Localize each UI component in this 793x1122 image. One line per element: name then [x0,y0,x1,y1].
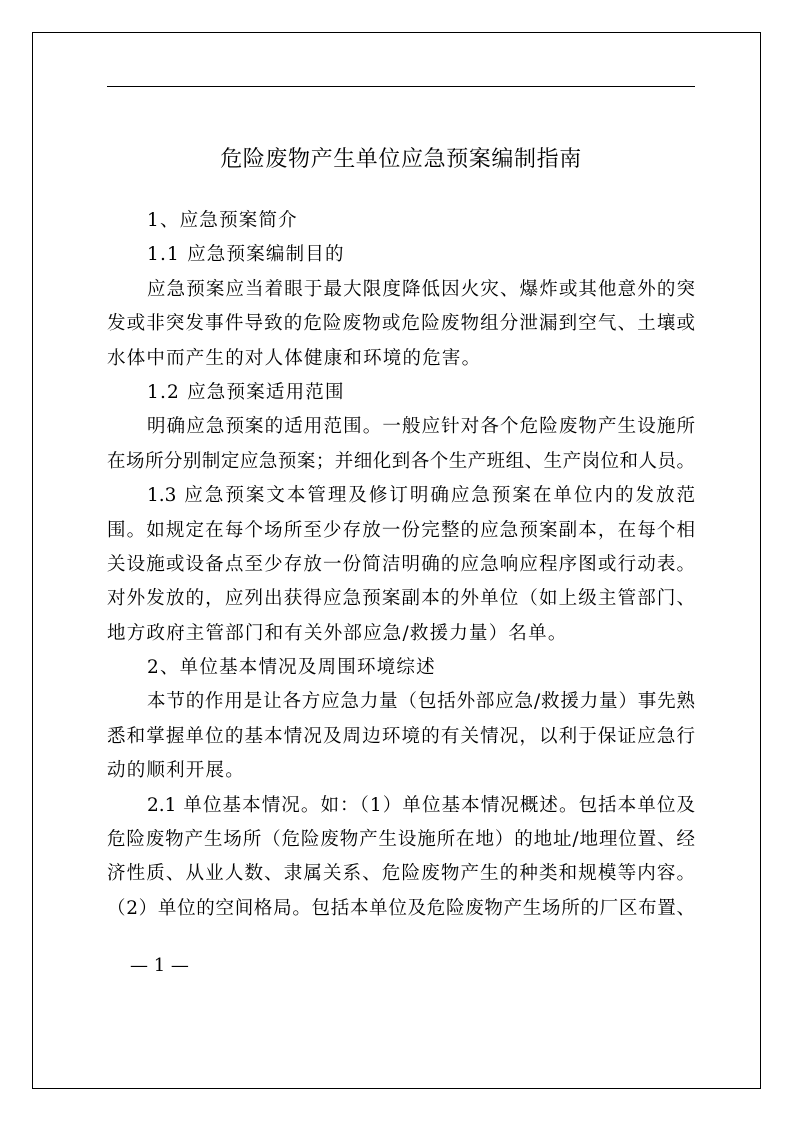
text-line: 应急预案应当着眼于最大限度降低因火灾、爆炸或其他意外的突 [147,278,695,300]
header-rule [107,86,695,87]
text-line: 关设施或设备点至少存放一份简洁明确的应急响应程序图或行动表。 [107,553,695,575]
text-line: 悉和掌握单位的基本情况及周边环境的有关情况，以利于保证应急行 [107,725,695,747]
text-line: 动的顺利开展。 [107,760,245,782]
document-title: 危险废物产生单位应急预案编制指南 [220,147,582,172]
text-line: 1.3 应急预案文本管理及修订明确应急预案在单位内的发放范 [147,485,695,507]
document-body [107,204,695,926]
text-line: 1、应急预案简介 [147,210,298,231]
text-line: （2）单位的空间格局。包括本单位及危险废物产生场所的厂区布置、 [107,897,695,919]
text-line: 对外发放的，应列出获得应急预案副本的外单位（如上级主管部门、 [107,588,695,610]
text-line: 水体中而产生的对人体健康和环境的危害。 [107,347,482,369]
text-line: 发或非突发事件导致的危险废物或危险废物组分泄漏到空气、土壤或 [107,313,695,335]
text-line: 1.1 应急预案编制目的 [147,244,345,266]
text-line: 济性质、从业人数、隶属关系、危险废物产生的种类和规模等内容。 [107,863,695,885]
text-line: 危险废物产生场所（危险废物产生设施所在地）的地址/地理位置、经 [107,829,695,851]
text-line: 本节的作用是让各方应急力量（包括外部应急/救援力量）事先熟 [147,691,695,713]
text-line: 2、单位基本情况及周围环境综述 [147,657,436,679]
text-line: 2.1 单位基本情况。如：（1）单位基本情况概述。包括本单位及 [147,794,695,816]
text-line: 地方政府主管部门和有关外部应急/救援力量）名单。 [107,622,568,644]
text-line: 围。如规定在每个场所至少存放一份完整的应急预案副本，在每个相 [107,519,695,541]
text-line: 1.2 应急预案适用范围 [147,381,345,403]
text-line: 明确应急预案的适用范围。一般应针对各个危险废物产生设施所 [147,416,695,438]
text-line: 在场所分别制定应急预案；并细化到各个生产班组、生产岗位和人员。 [107,450,695,472]
page-number: — 1 — [130,955,189,976]
